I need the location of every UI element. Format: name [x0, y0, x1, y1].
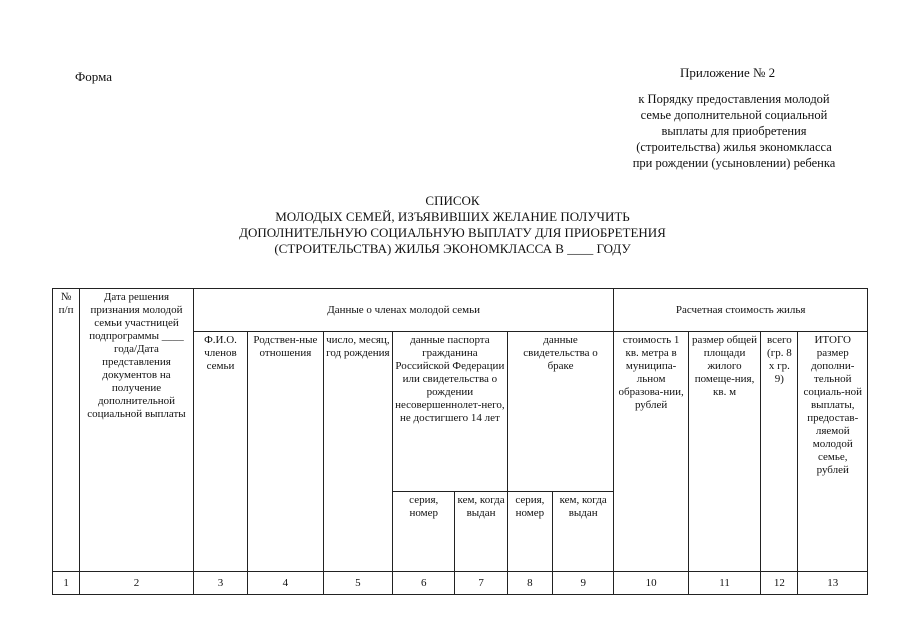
title-line: МОЛОДЫХ СЕМЕЙ, ИЗЪЯВИВШИХ ЖЕЛАНИЕ ПОЛУЧИТЬ: [275, 209, 630, 224]
column-number: 7: [455, 572, 507, 595]
header-decision-date: Дата решения признания молодой семьи участницей подпрограммы ____ года/Дата представления документов на получение дополнительной социальной выплаты: [80, 289, 194, 572]
column-number: 3: [193, 572, 247, 595]
order-line: к Порядку предоставления молодой: [638, 92, 830, 106]
header-passport-issued: кем, когда выдан: [455, 492, 507, 572]
header-birth-date: число, месяц, год рождения: [323, 332, 392, 572]
header-cost-per-m2: стоимость 1 кв. метра в муниципа-льном образова-нии, рублей: [614, 332, 688, 572]
appendix-label: Приложение № 2: [680, 65, 776, 80]
order-line: при рождении (усыновлении) ребенка: [632, 156, 836, 170]
column-number: 12: [761, 572, 798, 595]
title-line: (СТРОИТЕЛЬСТВА) ЖИЛЬЯ ЭКОНОМКЛАССА В ____ ГОДУ: [274, 241, 631, 256]
header-relation: Родствен-ные отношения: [248, 332, 323, 572]
column-number: 8: [507, 572, 552, 595]
title-word: СПИСОК: [425, 193, 480, 208]
column-number: 13: [798, 572, 868, 595]
column-number: 1: [53, 572, 80, 595]
column-number: 11: [688, 572, 760, 595]
header-housing-cost: Расчетная стоимость жилья: [614, 289, 868, 332]
column-number: 6: [393, 572, 455, 595]
column-number: 5: [323, 572, 392, 595]
order-line: выплаты для приобретения: [661, 124, 807, 138]
order-line: семье дополнительной социальной: [640, 108, 828, 122]
title-line: ДОПОЛНИТЕЛЬНУЮ СОЦИАЛЬНУЮ ВЫПЛАТУ ДЛЯ ПРИОБРЕТЕНИЯ: [239, 225, 666, 240]
appendix-order-text: [600, 91, 868, 171]
header-marriage-issued: кем, когда выдан: [553, 492, 614, 572]
header-fio: Ф.И.О. членов семьи: [193, 332, 247, 572]
header-passport-series: серия, номер: [393, 492, 455, 572]
header-total: всего (гр. 8 х гр. 9): [761, 332, 798, 572]
family-list-table: [52, 288, 868, 595]
header-itogo: ИТОГО размер дополни-тельной социаль-ной выплаты, предостав-ляемой молодой семье, рублей: [798, 332, 868, 572]
column-number: 4: [248, 572, 323, 595]
header-area: размер общей площади жилого помеще-ния, кв. м: [688, 332, 760, 572]
header-marriage-cert: данные свидетельства о браке: [507, 332, 614, 492]
document-title: [180, 193, 725, 257]
order-line: (строительства) жилья экономкласса: [636, 140, 832, 154]
column-number: 10: [614, 572, 688, 595]
header-passport: данные паспорта гражданина Российской Федерации или свидетельства о рождении несовершеннолет-него, не достигшего 14 лет: [393, 332, 508, 492]
header-number: № п/п: [53, 289, 80, 572]
column-number: 9: [553, 572, 614, 595]
header-family-data: Данные о членах молодой семьи: [193, 289, 614, 332]
form-label: Форма: [75, 69, 112, 84]
header-marriage-series: серия, номер: [507, 492, 552, 572]
column-number: 2: [80, 572, 194, 595]
